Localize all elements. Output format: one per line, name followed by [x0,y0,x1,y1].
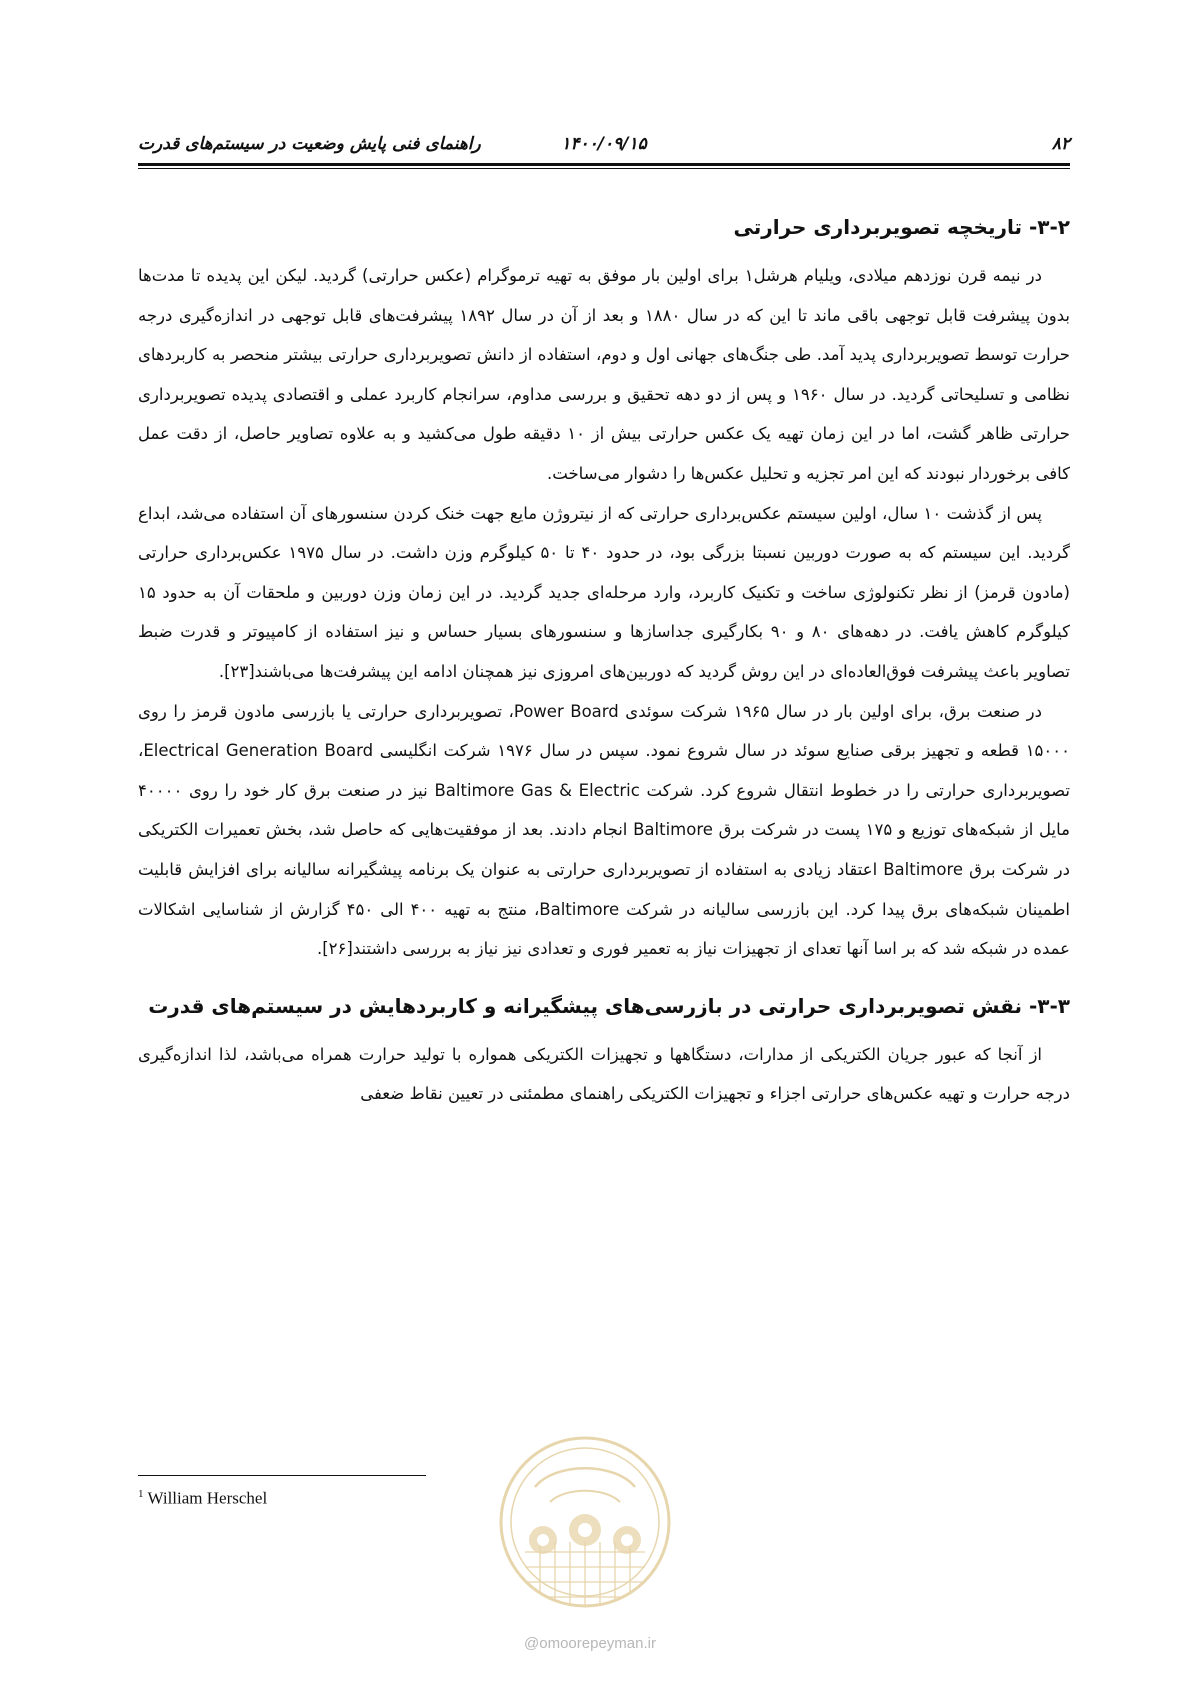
section-heading-3-3: ۳-۳- نقش تصویربرداری حرارتی در بازرسی‌های پیشگیرانه و کاربردهایش در سیستم‌های قدرت [148,993,1070,1018]
paragraph: در صنعت برق، برای اولین بار در سال ۱۹۶۵ شرکت سوئدی Power Board، تصویربرداری حرارتی یا بازرسی مادون قرمز را روی ۱۵۰۰۰ قطعه و تجهیز برقی صنایع سوئد در سال شروع نمود. سپس در سال ۱۹۷۶ شرکت انگلیسی Electrical Generation Board، تصویربرداری حرارتی را در خطوط انتقال شروع کرد. شرکت Baltimore Gas & Electric نیز در صنعت برق کار خود را روی ۴۰۰۰۰ مایل از شبکه‌های توزیع و ۱۷۵ پست در شرکت برق Baltimore انجام دادند. بعد از موفقیت‌هایی که حاصل شد، بخش تعمیرات الکتریکی در شرکت برق Baltimore اعتقاد زیادی به استفاده از تصویربرداری حرارتی به عنوان یک برنامه پیشگیرانه سالیانه برای افزایش قابلیت اطمینان شبکه‌های برق پیدا کرد. این بازرسی سالیانه در شرکت Baltimore، منتج به تهیه ۴۰۰ الی ۴۵۰ گزارش از شناسایی اشکالات عمده در شبکه شد که بر اسا آنها تعدای از تجهیزات نیاز به تعمیر فوری و تعدادی نیز نیاز به بررسی داشتند[۲۶]. [138,701,1070,959]
header-rule-thin [138,168,1070,169]
footnote [138,1488,538,1509]
header-date: ۱۴۰۰/۰۹/۱۵ [561,134,647,154]
footnote-separator [138,1475,426,1476]
page-number: ۸۲ [1051,134,1070,154]
paragraph: از آنجا که عبور جریان الکتریکی از مدارات، دستگاهها و تجهیزات الکتریکی همواره با تولید حرارت همراه می‌باشد، لذا اندازه‌گیری درجه حرارت و تهیه عکس‌های حرارتی اجزاء و تجهیزات الکتریکی راهنمای مطمئنی در تعیین نقاط ضعفی [138,1044,1070,1104]
running-header [138,128,1070,168]
header-title: راهنمای فنی پایش وضعیت در سیستم‌های قدرت [138,134,481,154]
watermark-url: @omoorepeyman.ir [524,1635,656,1652]
section-heading-3-2: ۳-۲- تاریخچه تصویربرداری حرارتی [733,215,1070,239]
header-rule-thick [138,163,1070,166]
main-content [138,210,1070,1440]
watermark-seal [495,1432,675,1617]
footnote-marker: 1 [138,1488,144,1500]
paragraph: پس از گذشت ۱۰ سال، اولین سیستم عکس‌برداری حرارتی که از نیتروژن مایع جهت خنک کردن سنسورهای آن استفاده می‌شد، ابداع گردید. این سیستم که به صورت دوربین نسبتا بزرگی بود، در حدود ۴۰ تا ۵۰ کیلوگرم وزن داشت. در سال ۱۹۷۵ عکس‌برداری حرارتی (مادون قرمز) از نظر تکنولوژی ساخت و تکنیک کاربرد، وارد مرحله‌ای جدید گردید. در این زمان وزن دوربین و ملحقات آن به حدود ۱۵ کیلوگرم کاهش یافت. در دهه‌های ۸۰ و ۹۰ بکارگیری جداسازها و سنسورهای بسیار حساس و نیز استفاده از کامپیوتر و قدرت ضبط تصاویر باعث پیشرفت فوق‌العاده‌ای در این روش گردید که دوربین‌های امروزی نیز همچنان ادامه این پیشرفت‌ها می‌باشند[۲۳]. [138,503,1070,681]
footnote-text: William Herschel [147,1488,268,1508]
paragraph: در نیمه قرن نوزدهم میلادی، ویلیام هرشل۱ برای اولین بار موفق به تهیه ترموگرام (عکس حرارتی) گردید. لیکن این پدیده تا مدت‌ها بدون پیشرفت قابل توجهی باقی ماند تا این که در سال ۱۸۸۰ و بعد از آن در سال ۱۸۹۲ پیشرفت‌های قابل توجهی در اندازه‌گیری درجه حرارت توسط تصویربرداری پدید آمد. طی جنگ‌های جهانی اول و دوم، استفاده از دانش تصویربرداری حرارتی بیشتر منحصر به کاربردهای نظامی و تسلیحاتی گردید. در سال ۱۹۶۰ و پس از دو دهه تحقیق و بررسی مداوم، سرانجام کاربرد عملی و اقتصادی پدیده تصویربرداری حرارتی ظاهر گشت، اما در این زمان تهیه یک عکس حرارتی بیش از ۱۰ دقیقه طول می‌کشید و به علاوه تصاویر حاصل، از دقت عمل کافی برخوردار نبودند که این امر تجزیه و تحلیل عکس‌ها را دشوار می‌ساخت. [138,266,1070,483]
